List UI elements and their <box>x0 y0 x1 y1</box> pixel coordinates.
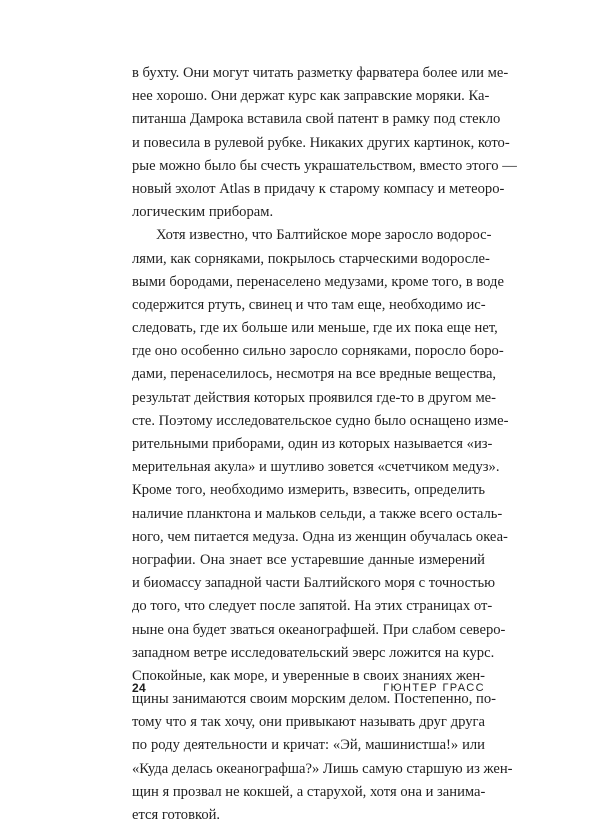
text-line: щины занимаются своим морским делом. Постепенно, по- <box>132 691 496 708</box>
text-line: сте. Поэтому исследовательское судно было оснащено изме- <box>132 412 509 429</box>
text-line: дами, перенаселилось, несмотря на все вредные вещества, <box>132 366 497 383</box>
text-line: в бухту. Они могут читать разметку фарватера более или ме- <box>132 65 509 81</box>
text-line: ныне она будет зваться океанографшей. При слабом северо- <box>132 621 506 638</box>
page-footer <box>132 681 485 697</box>
text-line: по роду деятельности и кричат: «Эй, машинистша!» или <box>132 737 485 754</box>
text-line: выми бородами, перенаселено медузами, кроме того, в воде <box>132 273 504 290</box>
text-line: западном ветре исследовательский эверс ложится на курс. <box>132 644 495 661</box>
text-line: Спокойные, как море, и уверенные в своих знаниях жен- <box>132 667 485 684</box>
text-line: тому что я так хочу, они привыкают называть друг друга <box>132 714 485 731</box>
text-line: мерительная акула» и шутливо зовется «счетчиком медуз». <box>132 459 500 476</box>
text-line: питанша Дамрока вставила свой патент в рамку под стекло <box>132 111 501 128</box>
text-line: и повесила в рулевой рубке. Никаких других картинок, кото- <box>132 134 510 151</box>
text-line: наличие планктона и мальков сельди, а также всего осталь- <box>132 505 503 522</box>
text-line: нее хорошо. Они держат курс как заправские моряки. Ка- <box>132 88 490 105</box>
text-line: логическим приборам. <box>132 204 274 221</box>
text-line: щин я прозвал не кокшей, а старухой, хотя она и занима- <box>132 783 486 800</box>
text-line: следовать, где их больше или меньше, где их пока еще нет, <box>132 320 498 337</box>
text-line: Хотя известно, что Балтийское море заросло водорос- <box>156 227 492 244</box>
text-line: ного, чем питается медуза. Одна из женщин обучалась океа- <box>132 528 508 545</box>
text-line: новый эхолот Atlas в придачу к старому компасу и метеоро- <box>132 180 505 197</box>
text-line: лями, как сорняками, покрылось старческими водоросле- <box>132 250 490 267</box>
page-number: 24 <box>132 681 146 695</box>
running-head-author: ГЮНТЕР ГРАСС <box>383 682 485 694</box>
text-line: где оно особенно сильно заросло сорняками, поросло боро- <box>132 343 504 360</box>
text-line: рительными приборами, один из которых называется «из- <box>132 436 493 452</box>
text-line: нографии. Она знает все устаревшие данные измерений <box>132 551 485 568</box>
text-line: и биомассу западной части Балтийского моря с точностью <box>132 575 496 592</box>
text-line: содержится ртуть, свинец и что там еще, необходимо ис- <box>132 296 486 313</box>
body-text <box>132 62 517 827</box>
text-line: ется готовкой. <box>132 807 221 823</box>
text-line: «Куда делась океанографша?» Лишь самую старшую из жен- <box>132 760 513 777</box>
text-line: до того, что следует после запятой. На этих страницах от- <box>132 598 493 615</box>
text-line: результат действия которых проявился где-то в другом ме- <box>132 389 497 406</box>
text-line: Кроме того, необходимо измерить, взвесить, определить <box>132 482 485 499</box>
text-line: рые можно было бы счесть украшательством, вместо этого — <box>132 157 517 174</box>
